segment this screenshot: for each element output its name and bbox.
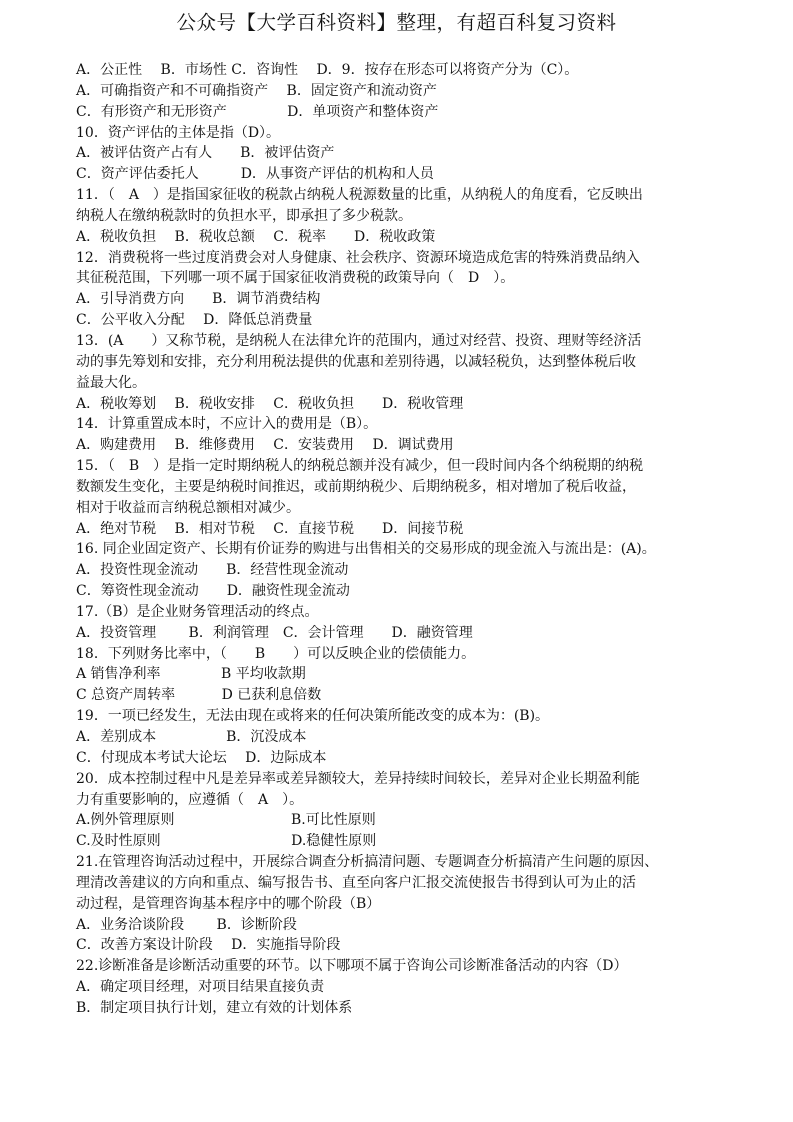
text-line: 21.在管理咨询活动过程中，开展综合调查分析搞清问题、专题调查分析搞清产生问题的原因、 bbox=[76, 854, 659, 871]
text-line: C．筹资性现金流动 D．融资性现金流动 bbox=[76, 583, 350, 600]
text-line: B．制定项目执行计划，建立有效的计划体系 bbox=[76, 999, 353, 1016]
text-line: 16. 同企业固定资产、长期有价证券的购进与出售相关的交易形成的现金流入与流出是：(A)。 bbox=[76, 541, 656, 558]
text-line: A．绝对节税 B．相对节税 C．直接节税 D．间接节税 bbox=[76, 520, 464, 537]
text-line: A.例外管理原则 B.可比性原则 bbox=[76, 812, 376, 829]
text-line: 13．(A ）又称节税，是纳税人在法律允许的范围内，通过对经营、投资、理财等经济活 bbox=[76, 332, 642, 349]
text-line: 14．计算重置成本时，不应计入的费用是（B）。 bbox=[76, 416, 378, 433]
text-line: 17.（B）是企业财务管理活动的终点。 bbox=[76, 603, 319, 620]
text-line: A．税收筹划 B．税收安排 C．税收负担 D．税收管理 bbox=[76, 395, 464, 412]
text-line: 19．一项已经发生，无法由现在或将来的任何决策所能改变的成本为：(B)。 bbox=[76, 708, 550, 725]
text-line: A．引导消费方向 B．调节消费结构 bbox=[76, 291, 321, 308]
text-line: 相对于收益而言纳税总额相对减少。 bbox=[76, 499, 300, 516]
text-line: A．投资性现金流动 B．经营性现金流动 bbox=[76, 562, 349, 579]
text-line: A．可确指资产和不可确指资产 B．固定资产和流动资产 bbox=[76, 82, 437, 99]
text-line: A 销售净利率 B 平均收款期 bbox=[76, 666, 306, 683]
text-line: 力有重要影响的，应遵循（ A ）。 bbox=[76, 791, 304, 808]
text-line: 其征税范围，下列哪一项不属于国家征收消费税的政策导向（ D ）。 bbox=[76, 270, 515, 287]
text-line: C．改善方案设计阶段 D．实施指导阶段 bbox=[76, 937, 341, 954]
text-line: A．业务洽谈阶段 B．诊断阶段 bbox=[76, 916, 297, 933]
text-line: 理清改善建议的方向和重点、编写报告书、直至向客户汇报交流使报告书得到认可为止的活 bbox=[76, 874, 636, 891]
text-line: 纳税人在缴纳税款时的负担水平，即承担了多少税款。 bbox=[76, 207, 412, 224]
text-line: 数额发生变化，主要是纳税时间推迟，或前期纳税少、后期纳税多，相对增加了税后收益， bbox=[76, 478, 636, 495]
text-line: C．公平收入分配 D．降低总消费量 bbox=[76, 312, 313, 329]
text-line: A．公正性 B．市场性 C．咨询性 D．9．按存在形态可以将资产分为（C）。 bbox=[76, 62, 579, 78]
text-line: A．税收负担 B．税收总额 C．税率 D．税收政策 bbox=[76, 228, 436, 245]
text-line: C．付现成本考试大论坛 D．边际成本 bbox=[76, 749, 327, 766]
text-line: A．差别成本 B．沉没成本 bbox=[76, 729, 307, 745]
text-line: 20．成本控制过程中凡是差异率或差异额较大，差异持续时间较长，差异对企业长期盈利能 bbox=[76, 770, 640, 787]
text-line: C．有形资产和无形资产 D．单项资产和整体资产 bbox=[76, 103, 439, 120]
page-header-title: 公众号【大学百科资料】整理，有超百科复习资料 bbox=[176, 11, 617, 34]
text-line: 益最大化。 bbox=[76, 374, 146, 391]
text-line: C.及时性原则 D.稳健性原则 bbox=[76, 833, 377, 850]
text-line: C 总资产周转率 D 已获利息倍数 bbox=[76, 687, 322, 704]
text-line: 11．（ A ）是指国家征收的税款占纳税人税源数量的比重，从纳税人的角度看，它反映出 bbox=[76, 187, 643, 204]
text-line: A．确定项目经理，对项目结果直接负责 bbox=[76, 979, 325, 996]
text-line: 22.诊断准备是诊断活动重要的环节。以下哪项不属于咨询公司诊断准备活动的内容（D） bbox=[76, 958, 628, 975]
text-line: 10．资产评估的主体是指（D）。 bbox=[76, 124, 281, 141]
text-line: 15．（ B ）是指一定时期纳税人的纳税总额并没有减少，但一段时间内各个纳税期的纳税 bbox=[76, 458, 644, 475]
text-line: 动过程，是管理咨询基本程序中的哪个阶段（B） bbox=[76, 895, 381, 912]
document-body bbox=[76, 60, 726, 1019]
text-line: A．投资管理 B．利润管理 C．会计管理 D．融资管理 bbox=[76, 624, 473, 641]
text-line: C．资产评估委托人 D．从事资产评估的机构和人员 bbox=[76, 166, 434, 183]
text-line: 12．消费税将一些过度消费会对人身健康、社会秩序、资源环境造成危害的特殊消费品纳入 bbox=[76, 249, 640, 266]
text-line: 动的事先筹划和安排，充分利用税法提供的优惠和差别待遇，以减轻税负，达到整体税后收 bbox=[76, 353, 636, 370]
text-line: A．被评估资产占有人 B．被评估资产 bbox=[76, 145, 335, 162]
text-line: 18．下列财务比率中，（ B ）可以反映企业的偿债能力。 bbox=[76, 645, 476, 662]
text-line: A．购建费用 B．维修费用 C．安装费用 D．调试费用 bbox=[76, 437, 454, 454]
